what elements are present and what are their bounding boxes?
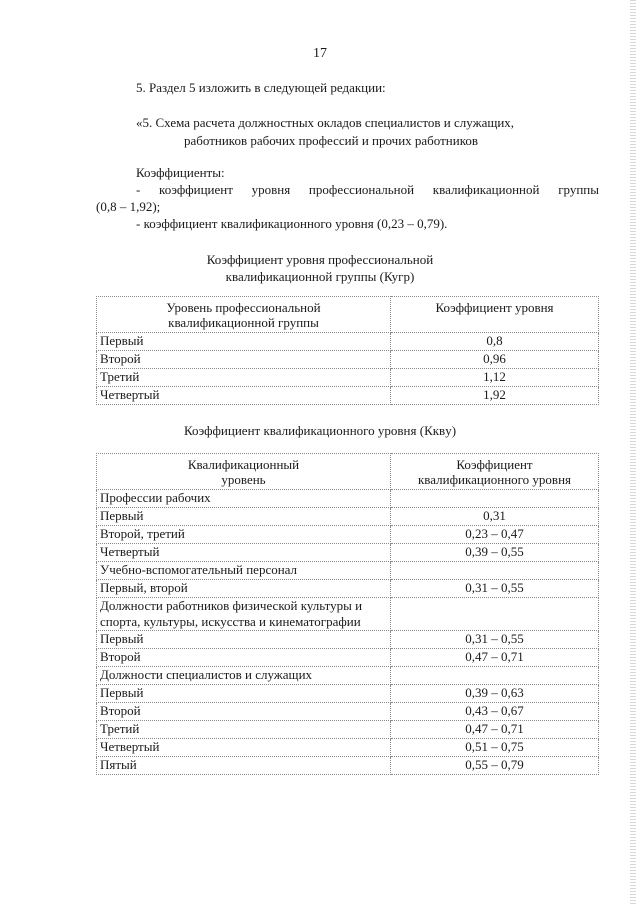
table1-title-line2: квалификационной группы (Кугр) xyxy=(225,269,415,284)
coefficient-cell: 0,96 xyxy=(391,351,599,369)
coefficient-cell: 0,8 xyxy=(391,333,599,351)
level-cell: Первый xyxy=(97,631,391,649)
intro-text: 5. Раздел 5 изложить в следующей редакции: xyxy=(136,80,386,95)
level-cell: Второй xyxy=(97,351,391,369)
level-cell: Второй xyxy=(97,703,391,721)
level-cell: Третий xyxy=(97,721,391,739)
table-row xyxy=(97,739,599,757)
coefficient-cell xyxy=(391,667,599,685)
level-cell: Второй xyxy=(97,649,391,667)
coefficient-cell xyxy=(391,490,599,508)
table-row xyxy=(97,387,599,405)
table-row xyxy=(97,757,599,775)
table1-header-coefficient: Коэффициент уровня xyxy=(391,297,599,333)
table-row xyxy=(97,598,599,631)
coef-line1: - коэффициент уровня профессиональной квалификационной группы xyxy=(136,182,599,197)
table-row xyxy=(97,685,599,703)
page-number: 17 xyxy=(313,46,327,61)
table1-header-level: Уровень профессиональной квалификационной группы xyxy=(97,297,391,333)
table-row xyxy=(97,562,599,580)
scan-edge xyxy=(630,0,636,905)
table-row xyxy=(97,703,599,721)
coef-line1-cont: (0,8 – 1,92); xyxy=(96,199,161,214)
table2-header-coefficient: Коэффициент квалификационного уровня xyxy=(391,454,599,490)
table-row xyxy=(97,667,599,685)
section-title-line2: работников рабочих профессий и прочих работников xyxy=(184,133,478,148)
coefficient-cell: 0,47 – 0,71 xyxy=(391,721,599,739)
group-label: Профессии рабочих xyxy=(97,490,391,508)
table-row xyxy=(97,333,599,351)
level-cell: Первый, второй xyxy=(97,580,391,598)
table-row xyxy=(97,631,599,649)
level-cell: Четвертый xyxy=(97,544,391,562)
table-row xyxy=(97,369,599,387)
section-title-line1: «5. Схема расчета должностных окладов специалистов и служащих, xyxy=(136,115,515,130)
table-row xyxy=(97,351,599,369)
table-row xyxy=(97,508,599,526)
coefficient-cell: 0,51 – 0,75 xyxy=(391,739,599,757)
table-group-level-coefficient xyxy=(96,296,599,405)
table2-title: Коэффициент квалификационного уровня (Кквy) xyxy=(183,423,457,438)
level-cell: Третий xyxy=(97,369,391,387)
table-row xyxy=(97,490,599,508)
coefficient-cell: 0,31 – 0,55 xyxy=(391,580,599,598)
group-label: Учебно-вспомогательный персонал xyxy=(97,562,391,580)
coefficient-cell xyxy=(391,598,599,631)
coefficient-cell: 0,31 xyxy=(391,508,599,526)
coefficient-cell: 0,43 – 0,67 xyxy=(391,703,599,721)
table1-title-line1: Коэффициент уровня профессиональной xyxy=(206,252,434,267)
coefficient-cell xyxy=(391,562,599,580)
level-cell: Пятый xyxy=(97,757,391,775)
coefficient-cell: 0,47 – 0,71 xyxy=(391,649,599,667)
level-cell: Первый xyxy=(97,333,391,351)
level-cell: Первый xyxy=(97,685,391,703)
coef-line2: - коэффициент квалификационного уровня (0,23 – 0,79). xyxy=(136,216,448,231)
coefficient-cell: 0,31 – 0,55 xyxy=(391,631,599,649)
group-label: Должности специалистов и служащих xyxy=(97,667,391,685)
table-row xyxy=(97,580,599,598)
table-row xyxy=(97,721,599,739)
level-cell: Второй, третий xyxy=(97,526,391,544)
group-label: Должности работников физической культуры и спорта, культуры, искусства и кинематографии xyxy=(97,598,391,631)
coefficient-cell: 1,92 xyxy=(391,387,599,405)
table-row xyxy=(97,526,599,544)
level-cell: Четвертый xyxy=(97,739,391,757)
coefficients-heading: Коэффициенты: xyxy=(136,165,225,180)
level-cell: Первый xyxy=(97,508,391,526)
table-qualification-level-coefficient xyxy=(96,453,599,775)
table-row xyxy=(97,649,599,667)
table-row xyxy=(97,544,599,562)
level-cell: Четвертый xyxy=(97,387,391,405)
coefficient-cell: 0,55 – 0,79 xyxy=(391,757,599,775)
coefficient-cell: 1,12 xyxy=(391,369,599,387)
coefficient-cell: 0,23 – 0,47 xyxy=(391,526,599,544)
coefficient-cell: 0,39 – 0,63 xyxy=(391,685,599,703)
table2-header-level: Квалификационный уровень xyxy=(97,454,391,490)
coefficient-cell: 0,39 – 0,55 xyxy=(391,544,599,562)
